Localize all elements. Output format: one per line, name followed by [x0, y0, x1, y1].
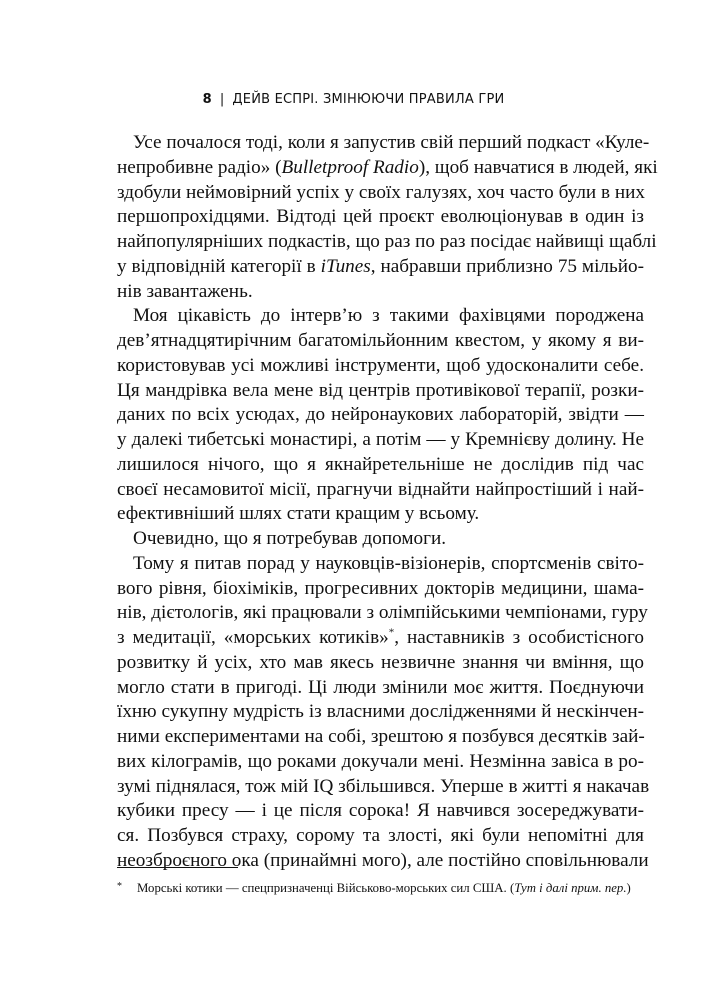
text-line: вого рівня, біохіміків, прогресивних докторів медицини, шама-	[117, 577, 644, 599]
text-line: користовував усі можливі інструменти, щоб удосконалити себе.	[117, 354, 644, 376]
footnote-text: Морські котики — спецпризначенці Військово-морських сил США. (Тут і далі прим. пер.)	[137, 881, 631, 895]
running-header	[0, 92, 707, 107]
text-line: ся. Позбувся страху, сорому та злості, які були непомітні для	[117, 825, 644, 846]
text-line: Очевидно, що я потребував допомоги.	[133, 528, 447, 549]
text-line: здобули неймовірний успіх у своїх галузях, хоч часто були в них	[117, 181, 645, 203]
text-line: даних по всіх усюдах, до нейронаукових лабораторій, звідти —	[117, 404, 644, 426]
text-line: неозброєного ока (принаймні мого), але постійно сповільнювали	[117, 849, 649, 871]
text-line: з медитації, «морських котиків»*, наставників з особистісного	[117, 626, 644, 648]
text-line: Моя цікавість до інтерв’ю з такими фахівцями породжена	[133, 305, 644, 327]
text-line: зумі піднялася, тож мій IQ збільшився. Уперше в житті я накачав	[117, 775, 650, 797]
text-line: найпопулярніших подкастів, що раз по раз посідає найвищі щаблі	[117, 231, 657, 252]
text-line: дев’ятнадцятирічним багатомільйонним квестом, у якому я ви-	[117, 330, 644, 351]
text-line: своєї несамовитої місії, прагнучи віднайти найпростіший і най-	[117, 478, 644, 500]
text-line: першопрохідцями. Відтоді цей проєкт еволюціонував в один із	[117, 206, 644, 228]
text-line: лишилося нічого, що я якнайретельніше не дослідив під час	[117, 453, 644, 475]
text-line: нів завантажень.	[117, 280, 253, 302]
text-line: їхню сукупну мудрість із власними дослідженнями й нескінчен-	[117, 701, 644, 723]
footnote-rule	[117, 867, 238, 868]
text-line: Усе почалося тоді, коли я запустив свій перший подкаст «Куле-	[133, 132, 650, 153]
text-line: нів, дієтологів, які працювали з олімпійськими чемпіонами, гуру	[117, 602, 648, 624]
footnote	[117, 879, 644, 896]
text-line: ефективніший шлях стати кращим у всьому.	[117, 503, 480, 525]
text-line: ними експериментами на собі, зрештою я позбувся десятків зай-	[117, 726, 645, 747]
text-line: у далекі тибетські монастирі, а потім — у Кремнієву долину. Не	[117, 429, 644, 450]
text-line: непробивне радіо» (Bulletproof Radio), щоб навчатися в людей, які	[117, 156, 658, 178]
text-line: могло стати в пригоді. Ці люди змінили моє життя. Поєднуючи	[117, 676, 644, 698]
text-line: Ця мандрівка вела мене від центрів противікової терапії, розки-	[117, 379, 644, 401]
text-line: у відповідній категорії в iTunes, набравши приблизно 75 мільйо-	[117, 255, 644, 277]
text-line: кубики пресу — і це після сорока! Я навчився зосереджувати-	[117, 800, 644, 822]
text-line: вих кілограмів, що роками докучали мені. Незмінна завіса в ро-	[117, 750, 644, 772]
text-line: Тому я питав порад у науковців-візіонерів, спортсменів світо-	[133, 552, 644, 574]
header-title: ДЕЙВ ЕСПРІ. ЗМІНЮЮЧИ ПРАВИЛА ГРИ	[232, 92, 505, 107]
body-text	[117, 131, 658, 874]
page-number: 8	[202, 92, 212, 107]
text-line: розвитку й усіх, хто мав якесь незвичне знання чи вміння, що	[117, 651, 644, 673]
header-separator: |	[219, 92, 225, 107]
footnote-marker: *	[117, 881, 122, 892]
